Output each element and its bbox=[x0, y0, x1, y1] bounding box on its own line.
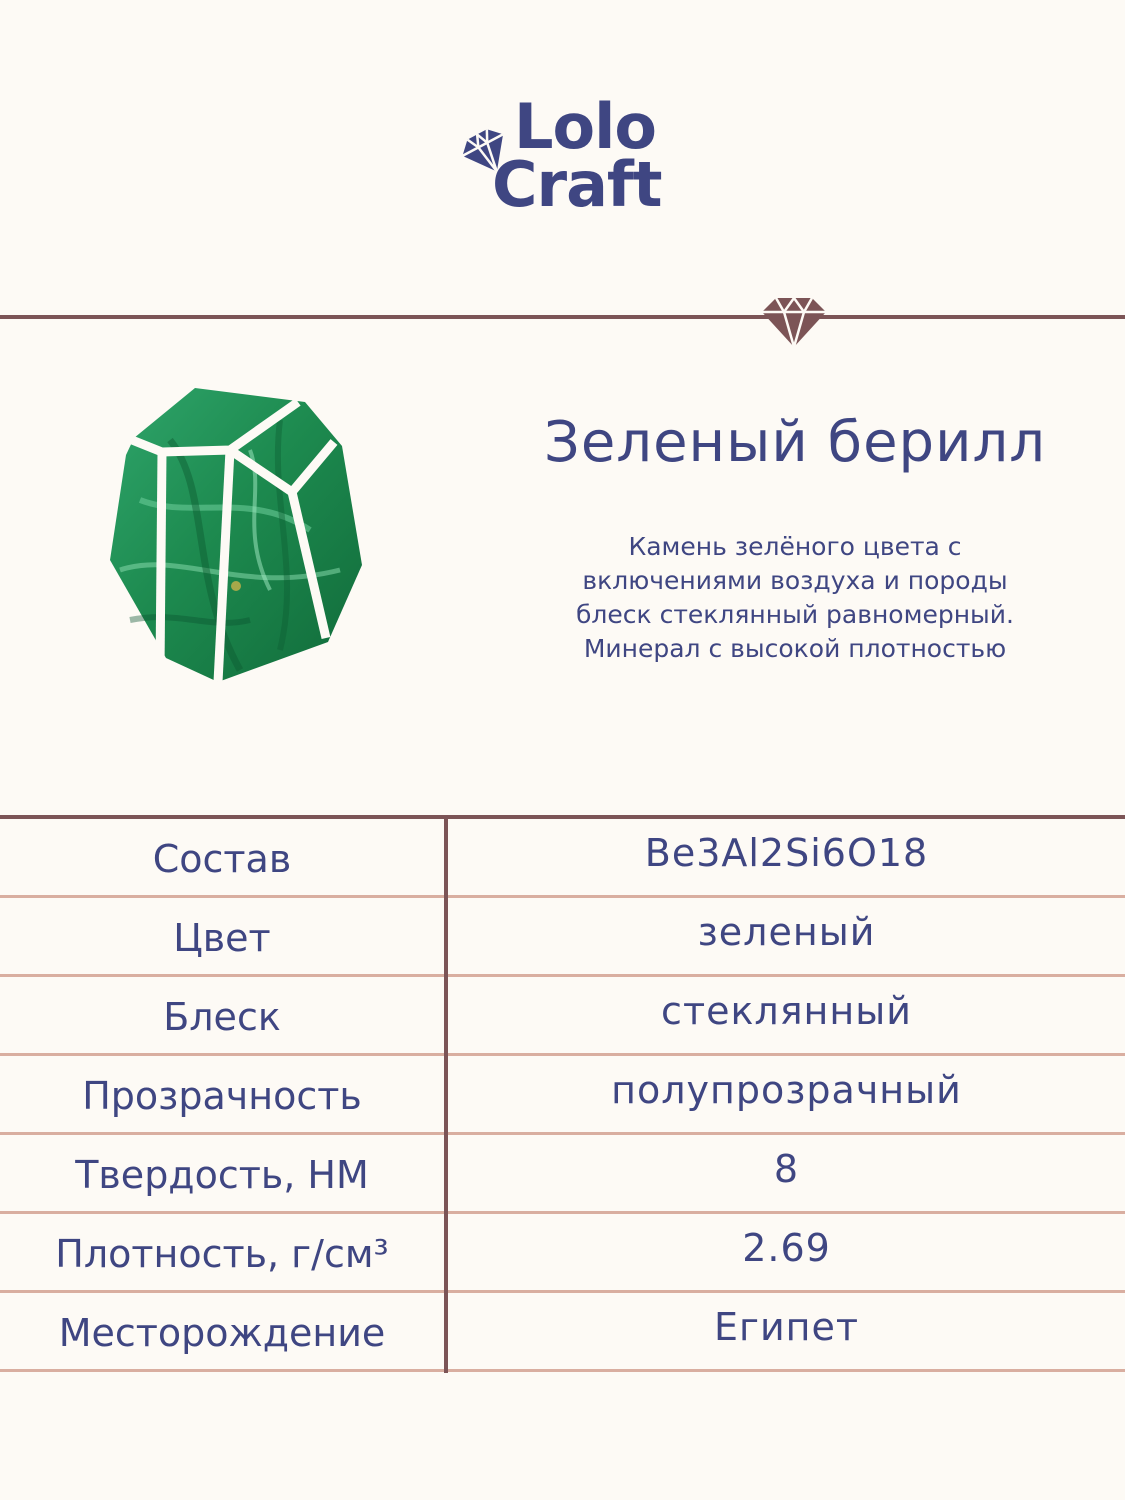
description-line: Минерал с высокой плотностью bbox=[583, 634, 1007, 663]
table-row bbox=[0, 819, 1125, 898]
description-line: блеск стеклянный равномерный. bbox=[576, 600, 1014, 629]
property-label: Блеск bbox=[163, 995, 281, 1039]
table-row bbox=[0, 1056, 1125, 1135]
description-line: Камень зелёного цвета с bbox=[628, 532, 962, 561]
table-row bbox=[0, 1214, 1125, 1293]
property-value: Be3Al2Si6O18 bbox=[644, 831, 929, 875]
property-value: стеклянный bbox=[661, 989, 912, 1033]
property-value: 2.69 bbox=[742, 1226, 831, 1270]
property-value: Египет bbox=[713, 1305, 860, 1349]
table-row bbox=[0, 1293, 1125, 1372]
table-column-divider bbox=[444, 817, 448, 1373]
table-row bbox=[0, 977, 1125, 1056]
property-label: Цвет bbox=[173, 916, 271, 960]
property-label: Плотность, г/см³ bbox=[55, 1232, 389, 1276]
property-label: Месторождение bbox=[58, 1311, 386, 1355]
property-value: полупрозрачный bbox=[611, 1068, 962, 1112]
page-title: Зеленый берилл bbox=[543, 410, 1047, 475]
stone-description bbox=[540, 530, 1050, 666]
header-divider bbox=[0, 315, 1125, 319]
property-label: Твердость, НМ bbox=[75, 1153, 369, 1197]
brand-name-line2: Craft bbox=[492, 148, 662, 221]
property-label: Состав bbox=[152, 837, 292, 881]
table-row bbox=[0, 898, 1125, 977]
row-separator bbox=[0, 1369, 1125, 1372]
brand-name-line1: Lolo bbox=[514, 90, 656, 163]
table-row bbox=[0, 1135, 1125, 1214]
property-value: зеленый bbox=[697, 910, 876, 954]
diamond-icon bbox=[760, 295, 828, 349]
green-beryl-stone bbox=[100, 380, 370, 690]
brand-logo bbox=[456, 90, 686, 226]
property-label: Прозрачность bbox=[82, 1074, 362, 1118]
property-value: 8 bbox=[773, 1147, 800, 1191]
description-line: включениями воздуха и породы bbox=[582, 566, 1008, 595]
